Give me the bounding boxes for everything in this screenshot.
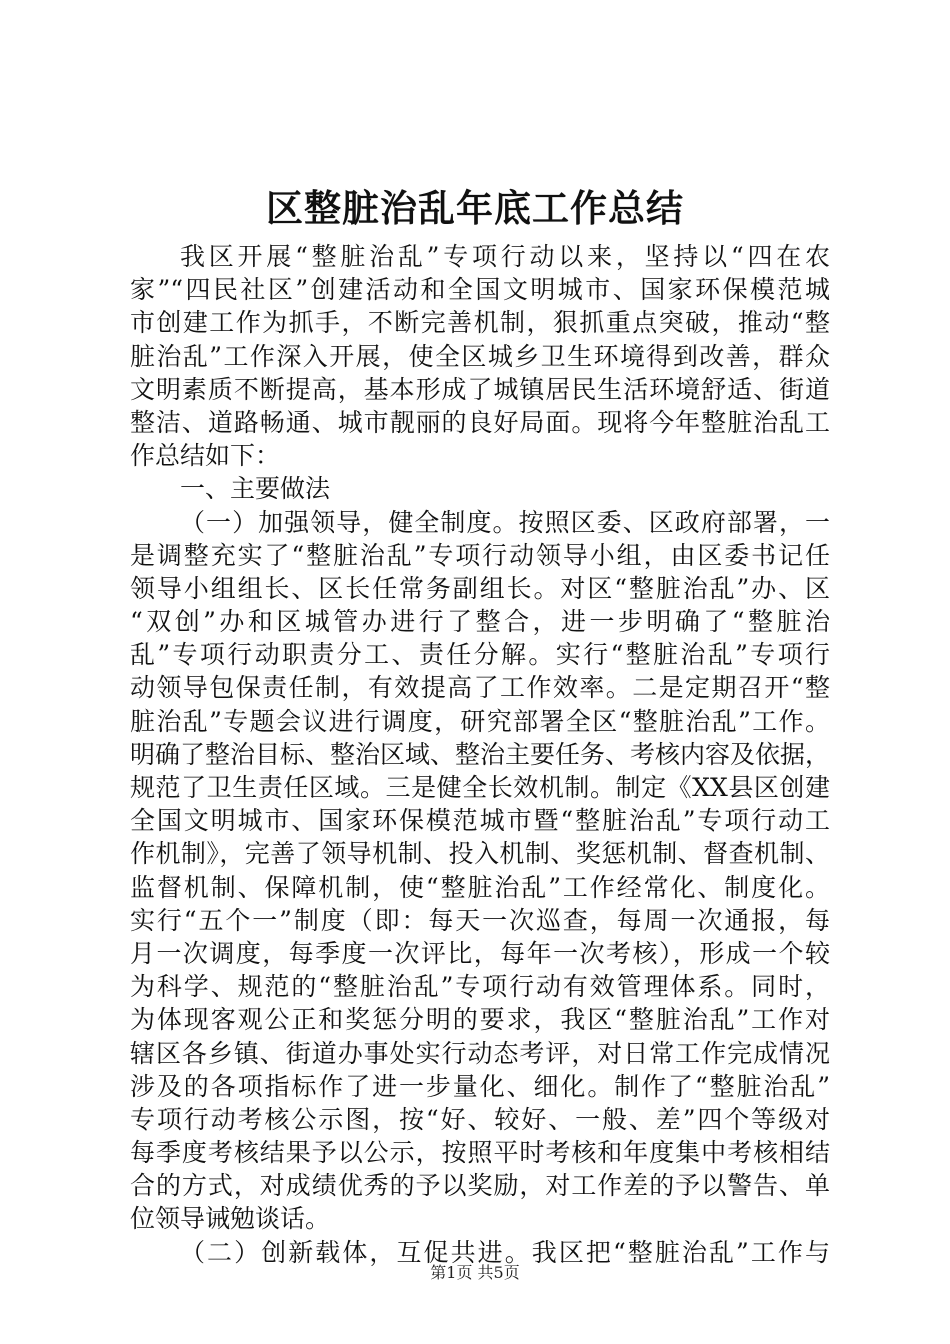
paragraph-line: 作机制》，完善了领导机制、投入机制、奖惩机制、督查机制、 (130, 839, 830, 869)
paragraph-line: 家”“四民社区”创建活动和全国文明城市、国家环保模范城 (130, 275, 830, 305)
paragraph-line: 规范了卫生责任区域。三是健全长效机制。制定《XX县区创建 (130, 773, 830, 802)
paragraph-line: 文明素质不断提高，基本形成了城镇居民生活环境舒适、街道 (130, 374, 830, 404)
paragraph-line: 为科学、规范的“整脏治乱”专项行动有效管理体系。同时， (130, 972, 830, 1002)
paragraph-line: “双创”办和区城管办进行了整合，进一步明确了“整脏治 (130, 607, 830, 637)
paragraph-line: 监督机制、保障机制，使“整脏治乱”工作经常化、制度化。 (130, 872, 830, 902)
paragraph-line: 合的方式，对成绩优秀的予以奖励，对工作差的予以警告、单 (130, 1171, 830, 1201)
paragraph-line: （二）创新载体，互促共进。我区把“整脏治乱”工作与 (180, 1237, 830, 1267)
paragraph-line: 月一次调度，每季度一次评比，每年一次考核），形成一个较 (130, 938, 830, 968)
paragraph-line: 明确了整治目标、整治区域、整治主要任务、考核内容及依据， (130, 739, 831, 769)
paragraph-line: 实行“五个一”制度（即：每天一次巡查，每周一次通报，每 (130, 905, 830, 935)
document-body (130, 240, 830, 1269)
paragraph-line: 位领导诫勉谈话。 (130, 1204, 331, 1234)
paragraph-line: 是调整充实了“整脏治乱”专项行动领导小组，由区委书记任 (130, 540, 830, 570)
paragraph-line: 专项行动考核公示图，按“好、较好、一般、差”四个等级对 (130, 1104, 830, 1134)
paragraph-line: 为体现客观公正和奖惩分明的要求，我区“整脏治乱”工作对 (130, 1005, 830, 1035)
paragraph-line: 市创建工作为抓手，不断完善机制，狠抓重点突破，推动“整 (130, 308, 830, 338)
paragraph-line: 乱”专项行动职责分工、责任分解。实行“整脏治乱”专项行 (130, 640, 830, 670)
document-title: 区整脏治乱年底工作总结 (266, 186, 684, 230)
page-footer: 第1页 共5页 (430, 1263, 520, 1282)
paragraph-line: 整洁、道路畅通、城市靓丽的良好局面。现将今年整脏治乱工 (130, 407, 830, 437)
section-heading: 一、主要做法 (180, 474, 331, 504)
paragraph-line: 脏治乱”工作深入开展，使全区城乡卫生环境得到改善，群众 (130, 341, 830, 371)
paragraph-line: 涉及的各项指标作了进一步量化、细化。制作了“整脏治乱” (130, 1071, 830, 1101)
paragraph-line: 脏治乱”专题会议进行调度，研究部署全区“整脏治乱”工作。 (130, 706, 830, 736)
paragraph-line: 动领导包保责任制，有效提高了工作效率。二是定期召开“整 (130, 673, 830, 703)
paragraph-line: （一）加强领导，健全制度。按照区委、区政府部署，一 (180, 507, 830, 537)
paragraph-line: 每季度考核结果予以公示，按照平时考核和年度集中考核相结 (130, 1138, 830, 1168)
paragraph-line: 全国文明城市、国家环保模范城市暨“整脏治乱”专项行动工 (130, 806, 830, 836)
paragraph-line: 辖区各乡镇、街道办事处实行动态考评，对日常工作完成情况 (130, 1038, 830, 1068)
paragraph-line: 领导小组组长、区长任常务副组长。对区“整脏治乱”办、区 (130, 573, 830, 603)
paragraph-line: 我区开展“整脏治乱”专项行动以来，坚持以“四在农 (180, 242, 830, 271)
paragraph-line: 作总结如下： (130, 441, 281, 471)
